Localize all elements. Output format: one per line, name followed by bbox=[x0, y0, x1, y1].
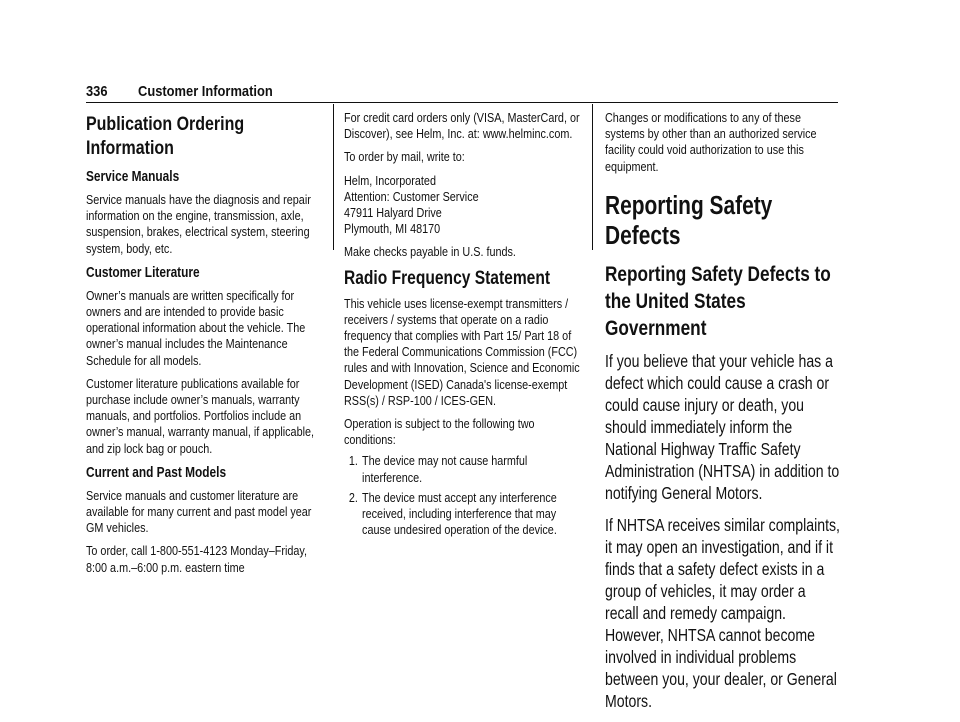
order-phone-text: To order, call 1-800-551-4123 Monday–Friday, 8:00 a.m.–6:00 p.m. eastern time bbox=[86, 543, 308, 575]
credit-card-text: For credit card orders only (VISA, MasterCard, or Discover), see Helm, Inc. at: www.helminc.com. bbox=[344, 110, 580, 142]
column-divider-left bbox=[333, 104, 334, 250]
column-3 bbox=[605, 110, 840, 722]
page-header bbox=[86, 82, 838, 103]
address-line: Attention: Customer Service bbox=[344, 188, 479, 204]
service-manuals-heading: Service Manuals bbox=[86, 169, 180, 185]
reporting-safety-defects-heading: Reporting Safety Defects bbox=[605, 191, 773, 250]
checks-text: Make checks payable in U.S. funds. bbox=[344, 244, 516, 260]
radio-frequency-heading: Radio Frequency Statement bbox=[344, 267, 551, 289]
list-item bbox=[344, 453, 582, 485]
publication-ordering-heading: Publication Ordering Information bbox=[86, 113, 245, 159]
list-item-number: 2. bbox=[348, 489, 358, 505]
page-number: 336 bbox=[86, 83, 108, 100]
customer-literature-p2: Customer literature publications available for purchase include owner’s manuals, warranty manuals, and portfolios. Portfolios include an owner’s manual, warranty manual, if applicable, and zip lock bag or pouch. bbox=[86, 375, 315, 456]
list-item-text: The device may not cause harmful interference. bbox=[362, 453, 528, 485]
radio-frequency-p1: This vehicle uses license-exempt transmitters / receivers / systems that operate on a radio frequency that complies with Part 15/ Part 18 of the Federal Communications Commission (FCC) rules and with Innovation, Science and Economic Development (ISED) Canada's license-exempt RSS(s) / RSP-100 / ICES-GEN. bbox=[344, 295, 580, 408]
current-past-models-heading: Current and Past Models bbox=[86, 464, 227, 481]
address-line: Plymouth, MI 48170 bbox=[344, 221, 441, 237]
column-divider-right bbox=[592, 104, 593, 250]
mail-intro-text: To order by mail, write to: bbox=[344, 149, 465, 165]
changes-modifications-text: Changes or modifications to any of these systems by other than an authorized service facility could void authorization to use this equipment. bbox=[605, 110, 817, 174]
conditions-list bbox=[344, 453, 582, 538]
mailing-address bbox=[344, 173, 582, 238]
reporting-us-government-heading: Reporting Safety Defects to the United States Government bbox=[605, 262, 831, 340]
service-manuals-text: Service manuals have the diagnosis and repair information on the engine, transmission, axle, suspension, brakes, electrical system, steering system, body, etc. bbox=[86, 192, 311, 256]
list-item bbox=[344, 490, 582, 539]
column-2 bbox=[344, 110, 582, 542]
current-past-models-p1: Service manuals and customer literature are available for many current and past model year GM vehicles. bbox=[86, 487, 312, 536]
customer-literature-p1: Owner’s manuals are written specifically for owners and are intended to provide basic operational information about the vehicle. The owner’s manual includes the Maintenance Schedule for all models. bbox=[86, 287, 306, 368]
column-1 bbox=[86, 110, 330, 583]
address-line: 47911 Halyard Drive bbox=[344, 205, 442, 221]
list-item-number: 1. bbox=[348, 453, 358, 469]
address-line: Helm, Incorporated bbox=[344, 172, 436, 188]
list-item-text: The device must accept any interference received, including interference that may cause undesired operation of the device. bbox=[362, 489, 557, 538]
radio-frequency-p2: Operation is subject to the following two conditions: bbox=[344, 416, 535, 448]
section-title: Customer Information bbox=[138, 83, 273, 100]
customer-literature-heading: Customer Literature bbox=[86, 264, 200, 281]
safety-defect-p2: If NHTSA receives similar complaints, it may open an investigation, and if it finds that a safety defect exists in a group of vehicles, it may order a recall and remedy campaign. However, NHTSA cannot become involved in individual problems between you, your dealer, or General Motors. bbox=[605, 514, 840, 711]
safety-defect-p1: If you believe that your vehicle has a defect which could cause a crash or could cause injury or death, you should immediately inform the National Highway Traffic Safety Administration (NHTSA) in addition to notifying General Motors. bbox=[605, 350, 840, 503]
